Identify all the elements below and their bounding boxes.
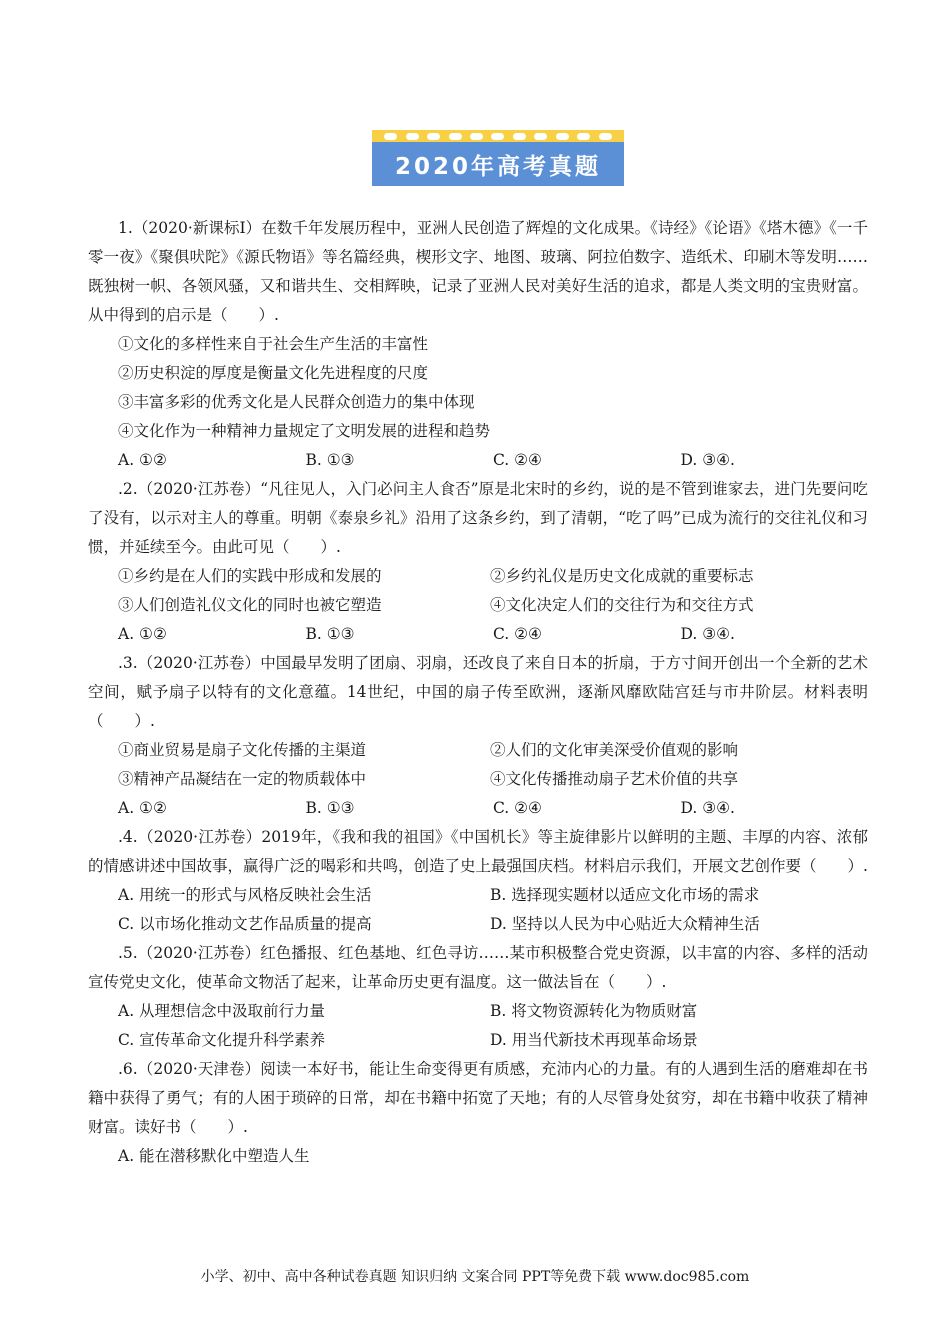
banner-dots: [372, 130, 624, 142]
question-stem: .6.（2020·天津卷）阅读一本好书，能让生命变得更有质感，充沛内心的力量。有的人遇到生活的磨难却在书籍中获得了勇气；有的人困于琐碎的日常，却在书籍中拓宽了天地；有的人尽管身处贫穷，却在书籍中收获了精神财富。读好书（ ）.: [88, 1060, 868, 1136]
statement: ③人们创造礼仪文化的同时也被它塑造: [118, 596, 382, 614]
statement: ④文化传播推动扇子艺术价值的共享: [490, 770, 739, 788]
statement: ①文化的多样性来自于社会生产生活的丰富性: [118, 335, 429, 353]
question-stem: .5.（2020·江苏卷）红色播报、红色基地、红色寻访……某市积极整合党史资源，以丰富的内容、多样的活动宣传党史文化，使革命文物活了起来，让革命历史更有温度。这一做法旨在（ ）.: [88, 944, 868, 991]
statement: ②历史积淀的厚度是衡量文化先进程度的尺度: [118, 364, 429, 382]
option-a: A. ①②: [118, 451, 167, 469]
option-a: A. 能在潜移默化中塑造人生: [118, 1147, 310, 1165]
question-3: [88, 649, 868, 823]
statement: ③丰富多彩的优秀文化是人民群众创造力的集中体现: [118, 393, 475, 411]
statement-row: [88, 765, 868, 794]
option-d: D. ③④.: [680, 799, 735, 817]
option-c: C. ②④: [493, 625, 542, 643]
option-a: A. ①②: [118, 625, 167, 643]
options-row: [88, 620, 868, 649]
option-d: D. ③④.: [680, 451, 735, 469]
option-c: C. 宣传革命文化提升科学素养: [118, 1031, 326, 1049]
options-row: [88, 794, 868, 823]
question-list: [88, 214, 868, 1171]
option-a: A. 从理想信念中汲取前行力量: [118, 1002, 326, 1020]
option-d: D. 坚持以人民为中心贴近大众精神生活: [490, 915, 760, 933]
statement: ④文化作为一种精神力量规定了文明发展的进程和趋势: [118, 422, 491, 440]
option-c: C. 以市场化推动文艺作品质量的提高: [118, 915, 372, 933]
question-stem: .2.（2020·江苏卷）“凡往见人，入门必问主人食否”原是北宋时的乡约，说的是不管到谁家去，进门先要问吃了没有，以示对主人的尊重。明朝《泰泉乡礼》沿用了这条乡约，到了清朝，“吃了吗”已成为流行的交往礼仪和习惯，并延续至今。由此可见（ ）.: [88, 480, 868, 556]
title-banner: [372, 130, 624, 186]
option-c: C. ②④: [493, 799, 542, 817]
option-d: D. 用当代新技术再现革命场景: [490, 1031, 698, 1049]
question-4: [88, 823, 868, 939]
options-row: [88, 881, 868, 910]
statement: ②乡约礼仪是历史文化成就的重要标志: [490, 567, 754, 585]
option-b: B. ①③: [305, 799, 355, 817]
question-5: [88, 939, 868, 1055]
statement-row: [88, 591, 868, 620]
question-stem: 1.（2020·新课标Ⅰ）在数千年发展历程中，亚洲人民创造了辉煌的文化成果。《诗经》《论语》《塔木德》《一千零一夜》《聚俱吠陀》《源氏物语》等名篇经典，楔形文字、地图、玻璃、阿拉伯数字、造纸术、印刷木等发明……既独树一帜、各领风骚，又和谐共生、交相辉映，记录了亚洲人民对美好生活的追求，都是人类文明的宝贵财富。从中得到的启示是（ ）.: [88, 219, 868, 324]
statement: ③精神产品凝结在一定的物质载体中: [118, 770, 367, 788]
statement: ①商业贸易是扇子文化传播的主渠道: [118, 741, 367, 759]
option-b: B. 将文物资源转化为物质财富: [490, 1002, 698, 1020]
option-d: D. ③④.: [680, 625, 735, 643]
options-row: [88, 1026, 868, 1055]
option-a: A. ①②: [118, 799, 167, 817]
option-c: C. ②④: [493, 451, 542, 469]
statement-row: [88, 562, 868, 591]
statement-row: [88, 736, 868, 765]
footer-text: 小学、初中、高中各种试卷真题 知识归纳 文案合同 PPT等免费下载 www.doc985.com: [200, 1269, 750, 1285]
statement: ①乡约是在人们的实践中形成和发展的: [118, 567, 382, 585]
question-stem: .3.（2020·江苏卷）中国最早发明了团扇、羽扇，还改良了来自日本的折扇，于方寸间开创出一个全新的艺术空间，赋予扇子以特有的文化意蕴。14世纪，中国的扇子传至欧洲，逐渐风靡欧陆宫廷与市井阶层。材料表明（ ）.: [88, 654, 868, 730]
option-b: B. ①③: [305, 625, 355, 643]
option-b: B. ①③: [305, 451, 355, 469]
option-a: A. 用统一的形式与风格反映社会生活: [118, 886, 372, 904]
options-row: [88, 446, 868, 475]
option-b: B. 选择现实题材以适应文化市场的需求: [490, 886, 760, 904]
options-row: [88, 910, 868, 939]
question-stem: .4.（2020·江苏卷）2019年，《我和我的祖国》《中国机长》等主旋律影片以鲜明的主题、丰厚的内容、浓郁的情感讲述中国故事，赢得广泛的喝彩和共鸣，创造了史上最强国庆档。材料启示我们，开展文艺创作要（ ）.: [88, 828, 868, 875]
banner-title: 2020年高考真题: [372, 142, 624, 186]
statement: ④文化决定人们的交往行为和交往方式: [490, 596, 754, 614]
statement: ②人们的文化审美深受价值观的影响: [490, 741, 739, 759]
question-6: [88, 1055, 868, 1171]
options-row: [88, 997, 868, 1026]
question-1: [88, 214, 868, 475]
question-2: [88, 475, 868, 649]
